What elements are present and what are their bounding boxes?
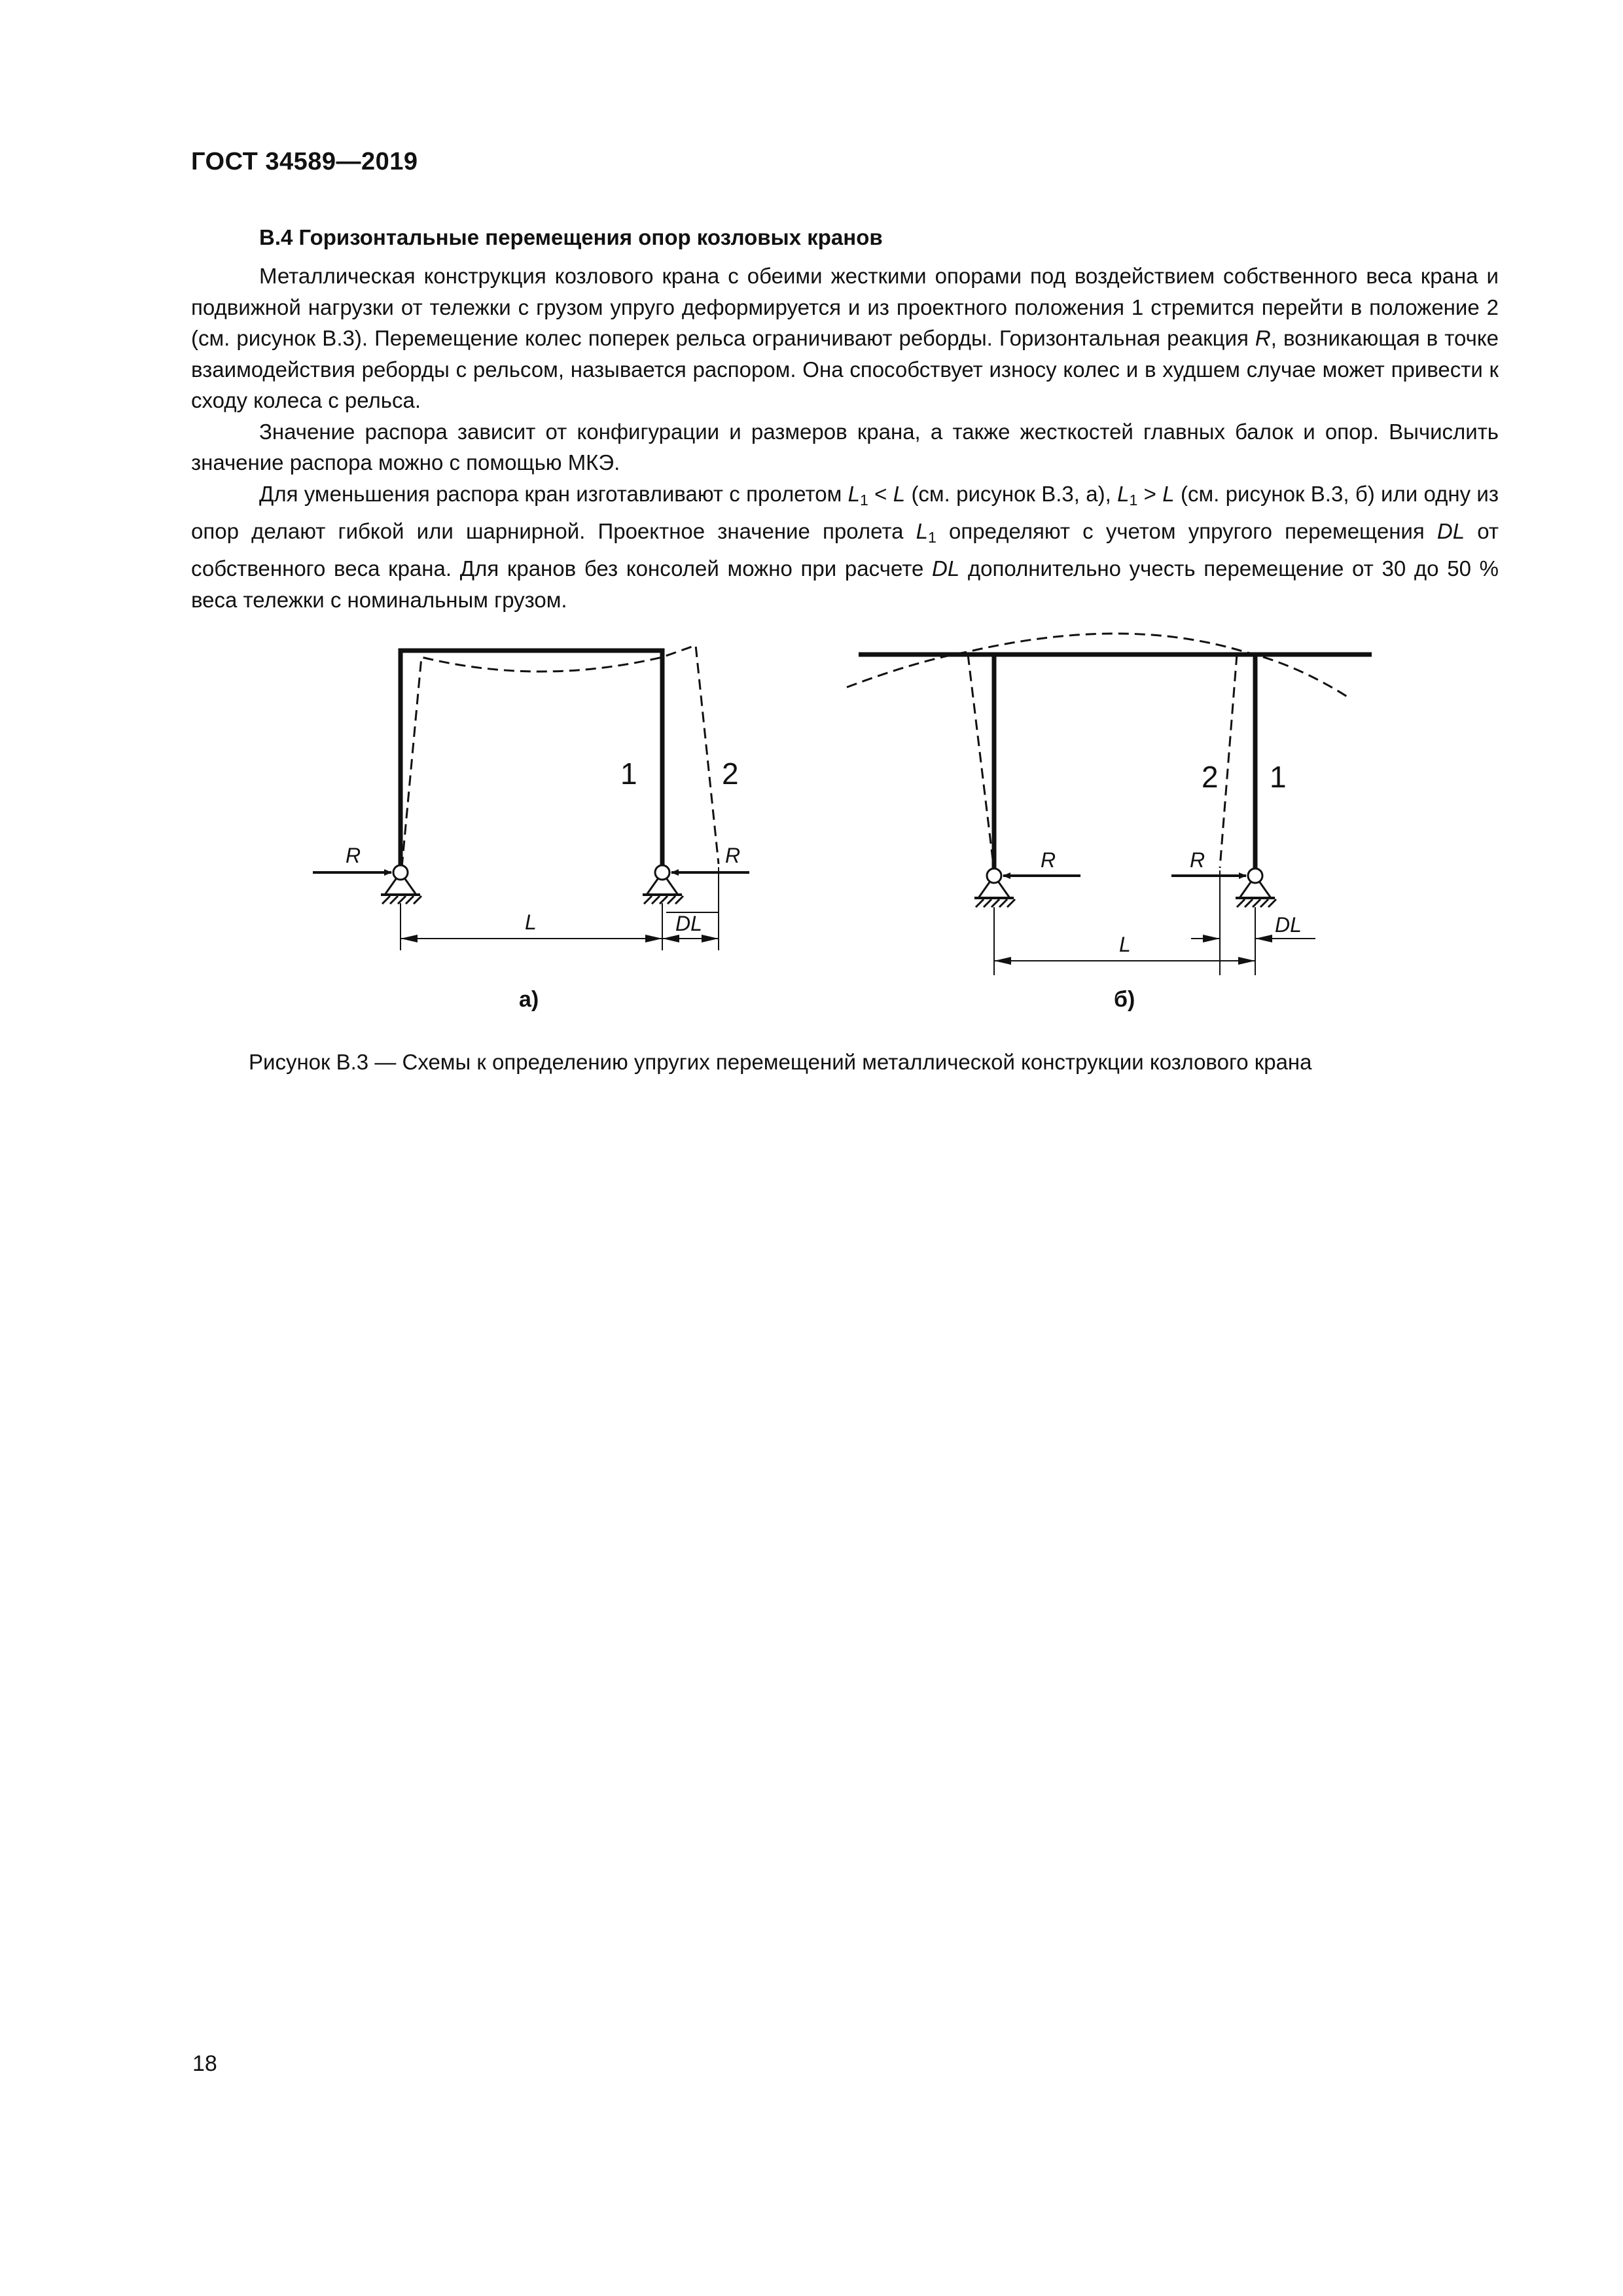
body-text — [191, 260, 1499, 615]
scheme-label-b: б) — [1114, 987, 1135, 1012]
support-right-a — [643, 865, 683, 904]
dimension-label-L-b: L — [1119, 933, 1131, 956]
document-header: ГОСТ 34589—2019 — [191, 148, 418, 175]
dimension-label-DL-b: DL — [1275, 913, 1302, 937]
beam-b-deformed — [847, 634, 1347, 696]
section-heading: В.4 Горизонтальные перемещения опор козловых кранов — [259, 225, 883, 249]
position-1-a: 1 — [620, 757, 637, 791]
leg-b-left-deformed — [968, 655, 994, 870]
position-2-b: 2 — [1202, 760, 1219, 794]
force-label-a-right: R — [725, 844, 741, 867]
support-right-b — [1236, 869, 1276, 907]
leg-b-right-deformed — [1220, 655, 1237, 868]
dimension-label-L-a: L — [525, 910, 537, 934]
paragraph-2: Значение распора зависит от конфигурации и размеров крана, а также жесткостей главных балок и опор. Вычислить значение распора можно с помощью МКЭ. — [191, 419, 1499, 475]
scheme-a — [313, 645, 749, 1012]
force-label-b-right: R — [1190, 848, 1205, 872]
position-1-b: 1 — [1270, 760, 1287, 794]
figure-caption: Рисунок В.3 — Схемы к определению упругих перемещений металлической конструкции козлового крана — [249, 1050, 1312, 1074]
paragraph-1: Металлическая конструкция козлового крана с обеими жесткими опорами под воздействием собственного веса крана и подвижной нагрузки от тележки с грузом упруго деформируется и из проектного положения 1 стремится перейти в положение 2 (см. рисунок В.3). Перемещение колес поперек рельса ограничивают реборды. Горизонтальная реакция R, возникающая в точке взаимодействия реборды с рельсом, называется распором. Она способствует износу колес и в худшем случае может привести к сходу колеса с рельса. — [191, 264, 1499, 412]
support-left-a — [381, 865, 421, 904]
support-left-b — [974, 869, 1015, 907]
scheme-b — [847, 634, 1372, 1012]
paragraph-3: Для уменьшения распора кран изготавливают с пролетом $L_1 < L$ (см. рисунок В.3, а), $L_1 > L$ (см. рисунок В.3, б) или одну из опор делают гибкой или шарнирной. Проектное значение пролета $L_1$ определяют с учетом упругого перемещения DL от собственного веса крана. Для кранов без консолей можно при расчете DL дополнительно учесть перемещение от 30 до 50 % веса тележки с номинальным грузом. — [191, 481, 1499, 612]
frame-a-deformed — [402, 645, 719, 867]
position-2-a: 2 — [722, 757, 739, 791]
frame-a-solid — [401, 651, 662, 872]
dimension-label-DL-a: DL — [675, 912, 702, 935]
force-label-b-left: R — [1041, 848, 1056, 872]
page-number: 18 — [192, 2051, 217, 2076]
scheme-label-a: а) — [519, 987, 539, 1012]
force-label-a-left: R — [346, 844, 361, 867]
